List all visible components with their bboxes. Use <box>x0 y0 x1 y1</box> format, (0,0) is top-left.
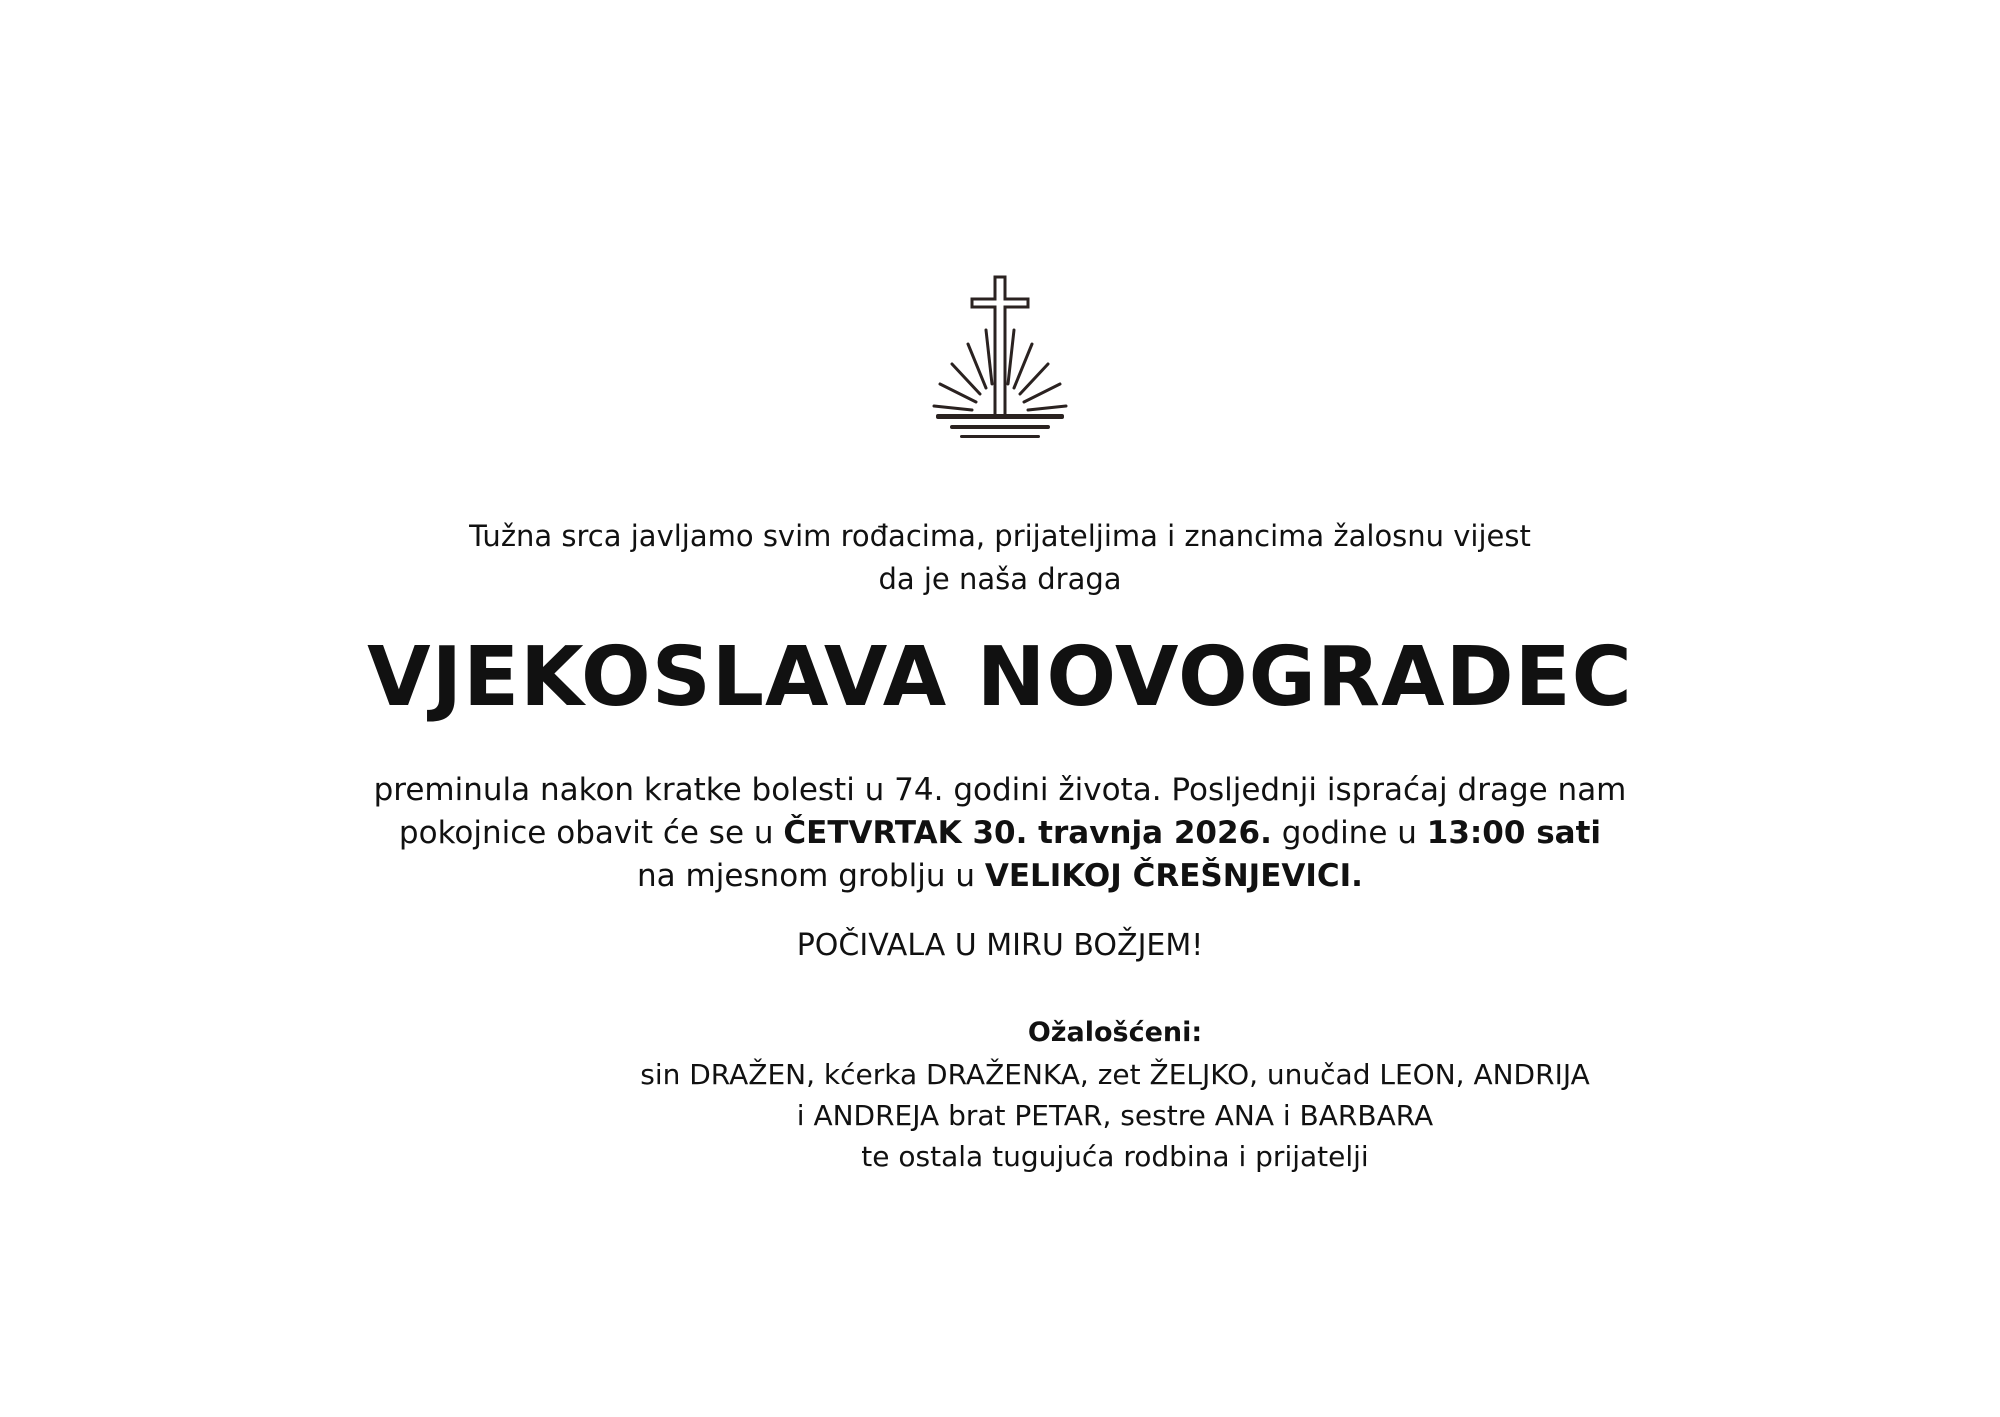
details-line-3-pre: na mjesnom groblju u <box>637 858 985 894</box>
deceased-name: VJEKOSLAVA NOVOGRADEC <box>367 630 1633 725</box>
rest-in-peace-text: POČIVALA U MIRU BOŽJEM! <box>796 928 1204 963</box>
intro-text <box>0 515 2000 601</box>
funeral-details <box>0 769 2000 898</box>
details-line-2-pre: pokojnice obavit će se u <box>398 815 784 851</box>
funeral-time: 13:00 sati <box>1426 815 1602 851</box>
intro-line-2: da je naša draga <box>878 562 1122 596</box>
details-line-3 <box>0 855 2000 898</box>
mourners-heading: Ožalošćeni: <box>1027 1017 1203 1048</box>
cross-sunrise-icon <box>930 272 1070 450</box>
mourners-line-1: sin DRAŽEN, kćerka DRAŽENKA, zet ŽELJKO, unučad LEON, ANDRIJA <box>640 1058 1590 1091</box>
funeral-place: VELIKOJ ČREŠNJEVICI. <box>984 858 1363 894</box>
funeral-date: ČETVRTAK 30. travnja 2026. <box>783 815 1272 851</box>
details-line-2-mid: godine u <box>1271 815 1427 851</box>
details-line-2 <box>0 812 2000 855</box>
mourners-line-2: i ANDREJA brat PETAR, sestre ANA i BARBARA <box>796 1099 1434 1132</box>
intro-line-1: Tužna srca javljamo svim rođacima, prijateljima i znancima žalosnu vijest <box>469 519 1531 553</box>
mourners-line-3: te ostala tugujuća rodbina i prijatelji <box>861 1140 1369 1173</box>
mourners-list <box>600 1054 1630 1177</box>
details-line-1: preminula nakon kratke bolesti u 74. godini života. Posljednji ispraćaj drage nam <box>373 772 1627 808</box>
